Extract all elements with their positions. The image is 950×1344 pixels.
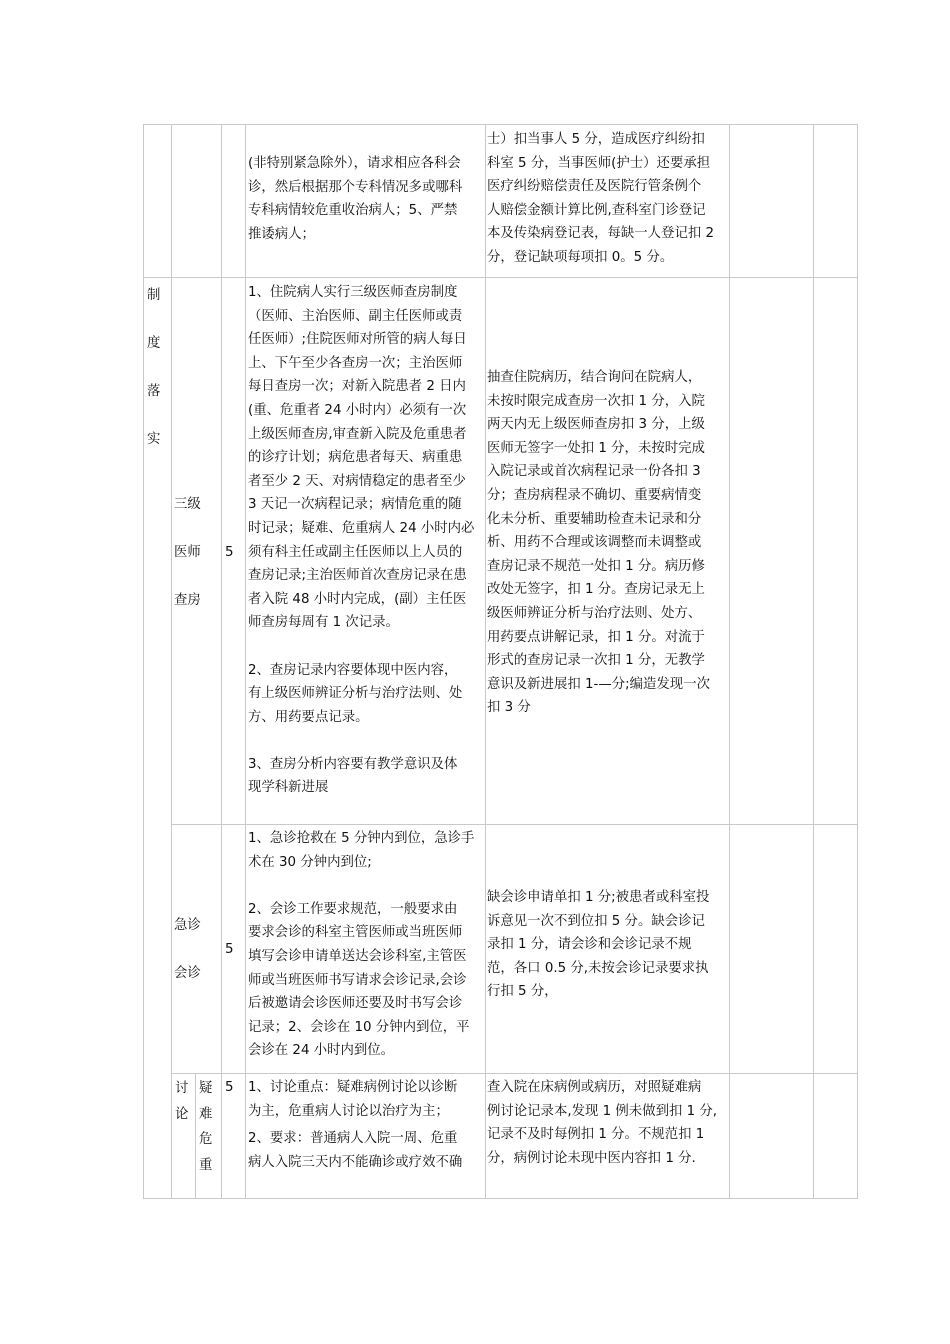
text-line: 析、用药不合理或该调整而未调整或 <box>487 535 702 551</box>
text-line: 师查房每周有 1 次记录。 <box>248 615 399 631</box>
text-line: 2、查房记录内容要体现中医内容， <box>248 662 458 678</box>
text-line: 士）扣当事人 5 分，造成医疗纠纷扣 <box>487 132 705 147</box>
text-line: 上、下午至少各查房一次；主治医师 <box>248 355 463 371</box>
col-divider <box>857 124 858 1199</box>
text-line: 查房记录;主治医师首次查房记录在患 <box>248 568 467 584</box>
text-line: 记录不及时每例扣 1 分。不规范扣 1 <box>487 1127 705 1143</box>
item-label-char: 疑 <box>199 1081 213 1096</box>
standard-text-rounds <box>248 281 474 800</box>
score-consult: 5 <box>225 942 234 957</box>
category-char: 度 <box>147 336 161 351</box>
deduction-text-rounds <box>487 366 710 720</box>
text-line: 抽查住院病历，结合询问在院病人， <box>487 370 702 385</box>
text-line: 用药要点讲解记录，扣 1 分。对流于 <box>487 629 705 645</box>
text-line: 缺会诊申请单扣 1 分;被患者或科室投 <box>487 890 710 905</box>
text-line: 要求会诊的科室主管医师或当班医师 <box>248 925 463 941</box>
text-line: 师或当班医师书写请求会诊记录,会诊 <box>248 972 467 988</box>
text-line: 方、用药要点记录。 <box>248 709 369 725</box>
text-line: 1、急诊抢救在 5 分钟内到位，急诊手 <box>248 831 475 846</box>
item-label-char: 难 <box>199 1106 213 1122</box>
text-line: 诊，然后根据那个专科情况多或哪科 <box>248 179 463 195</box>
col-divider <box>813 124 814 1199</box>
text-line: 记录；2、会诊在 10 分钟内到位，平 <box>248 1019 470 1035</box>
text-line: 有上级医师辨证分析与治疗法则、处 <box>248 686 463 702</box>
text-line: 现学科新进展 <box>248 780 329 796</box>
score-rounds: 5 <box>225 545 234 560</box>
row-divider <box>171 1073 857 1074</box>
standard-text-discussion <box>248 1076 462 1174</box>
text-line: 两天内无上级医师查房扣 3 分，上级 <box>487 417 705 433</box>
text-line: (重、危重者 24 小时内）必须有一次 <box>248 402 467 418</box>
text-line: 时记录；疑难、危重病人 24 小时内必 <box>248 520 475 536</box>
text-line: (非特别紧急除外），请求相应各科会 <box>248 156 461 171</box>
text-line: 上级医师查房,审查新入院及危重患者 <box>248 426 467 442</box>
item-label-line: 查房 <box>174 593 201 608</box>
item-label-char: 讨 <box>175 1081 189 1096</box>
standard-text-continued <box>248 152 462 246</box>
text-line: 分，病例讨论未现中医内容扣 1 分. <box>487 1150 696 1166</box>
category-char: 实 <box>147 432 161 447</box>
text-line: 医师无签字一处扣 1 分，未按时完成 <box>487 440 705 456</box>
item-label-char: 危 <box>199 1132 213 1147</box>
text-line: 术在 30 分钟内到位; <box>248 854 372 870</box>
text-line: 2、要求：普通病人入院一周、危重 <box>248 1131 458 1147</box>
item-label-char: 论 <box>175 1106 189 1122</box>
text-line: 扣 3 分 <box>487 700 531 716</box>
text-line: 入院记录或首次病程记录一份各扣 3 <box>487 464 701 480</box>
text-line: 后被邀请会诊医师还要及时书写会诊 <box>248 996 463 1012</box>
col-divider <box>729 124 730 1199</box>
text-line: 专科病情较危重收治病人；5、严禁 <box>248 203 458 219</box>
col-divider <box>171 124 172 1199</box>
deduction-text-continued <box>487 128 714 270</box>
text-line: 者入院 48 小时内完成，(副）主任医 <box>248 591 467 607</box>
text-line: 的诊疗计划；病危患者每天、病重患 <box>248 450 463 466</box>
text-line: 任医师）;住院医师对所管的病人每日 <box>248 332 467 348</box>
col-divider <box>485 124 486 1199</box>
score-discussion: 5 <box>225 1080 234 1095</box>
item-label-difficult-critical <box>199 1076 212 1178</box>
text-line: 填写会诊申请单送达会诊科室,主管医 <box>248 948 467 964</box>
text-line: 3、查房分析内容要有教学意识及体 <box>248 756 458 772</box>
item-label-discussion <box>175 1076 188 1127</box>
category-char: 制 <box>147 288 161 303</box>
text-line: 会诊在 24 小时内到位。 <box>248 1043 395 1059</box>
text-line: 者至少 2 天、对病情稳定的患者至少 <box>248 473 466 489</box>
text-line: 诉意见一次不到位扣 5 分。缺会诊记 <box>487 913 705 929</box>
text-line: 意识及新进展扣 1-—分;编造发现一次 <box>487 676 710 692</box>
text-line: 须有科主任或副主任医师以上人员的 <box>248 544 463 560</box>
category-char: 落 <box>147 384 161 399</box>
item-label-rounds <box>174 481 201 625</box>
item-label-consult <box>174 902 201 998</box>
col-divider <box>221 124 222 1199</box>
text-line: 录扣 1 分，请会诊和会诊记录不规 <box>487 937 692 953</box>
text-line: 医疗纠纷赔偿责任及医院行管条例个 <box>487 179 702 195</box>
deduction-text-consult <box>487 886 709 1004</box>
text-line: （医师、主治医师、副主任医师或责 <box>248 308 463 324</box>
text-line: 改处无签字，扣 1 分。查房记录无上 <box>487 582 705 598</box>
text-line: 1、讨论重点：疑难病例讨论以诊断 <box>248 1080 458 1095</box>
text-line: 范，各口 0.5 分,未按会诊记录要求执 <box>487 960 709 976</box>
text-line: 人赔偿金额计算比例,查科室门诊登记 <box>487 202 706 218</box>
col-divider <box>245 124 246 1199</box>
text-line: 分，登记缺项每项扣 0。5 分。 <box>487 249 674 265</box>
text-line: 每日查房一次；对新入院患者 2 日内 <box>248 379 466 395</box>
text-line: 1、住院病人实行三级医师查房制度 <box>248 285 458 300</box>
text-line: 2、会诊工作要求规范，一般要求由 <box>248 901 458 917</box>
text-line: 形式的查房记录一次扣 1 分，无教学 <box>487 653 705 669</box>
text-line: 级医师辨证分析与治疗法则、处方、 <box>487 605 702 621</box>
item-label-line: 三级 <box>174 497 201 512</box>
text-line: 查房记录不规范一处扣 1 分。病历修 <box>487 558 705 574</box>
row-divider <box>171 824 857 825</box>
item-label-line: 医师 <box>174 545 201 560</box>
table-bottom-border <box>143 1198 857 1199</box>
item-label-line: 急诊 <box>174 918 201 933</box>
text-line: 病人入院三天内不能确诊或疗效不确 <box>248 1154 463 1170</box>
text-line: 行扣 5 分， <box>487 984 558 1000</box>
text-line: 本及传染病登记表，每缺一人登记扣 2 <box>487 226 715 242</box>
text-line: 分；查房病程录不确切、重要病情变 <box>487 487 702 503</box>
deduction-text-discussion <box>487 1076 717 1170</box>
col-divider <box>195 1073 196 1199</box>
text-line: 推诿病人； <box>248 226 315 242</box>
text-line: 未按时限完成查房一次扣 1 分，入院 <box>487 393 705 409</box>
text-line: 为主，危重病人讨论以治疗为主； <box>248 1103 449 1119</box>
text-line: 化未分析、重要辅助检查未记录和分 <box>487 511 702 527</box>
table-top-border <box>143 124 857 125</box>
row-divider <box>171 277 857 278</box>
text-line: 例讨论记录本,发现 1 例未做到扣 1 分, <box>487 1103 718 1119</box>
standard-text-consult <box>248 827 474 1063</box>
category-label <box>147 272 160 464</box>
item-label-char: 重 <box>199 1157 213 1173</box>
text-line: 查入院在床病例或病历，对照疑难病 <box>487 1080 702 1095</box>
item-label-line: 会诊 <box>174 966 201 981</box>
text-line: 3 天记一次病程记录；病情危重的随 <box>248 497 462 513</box>
text-line: 科室 5 分，当事医师(护士）还要承担 <box>487 155 711 171</box>
col-divider <box>143 124 144 1199</box>
